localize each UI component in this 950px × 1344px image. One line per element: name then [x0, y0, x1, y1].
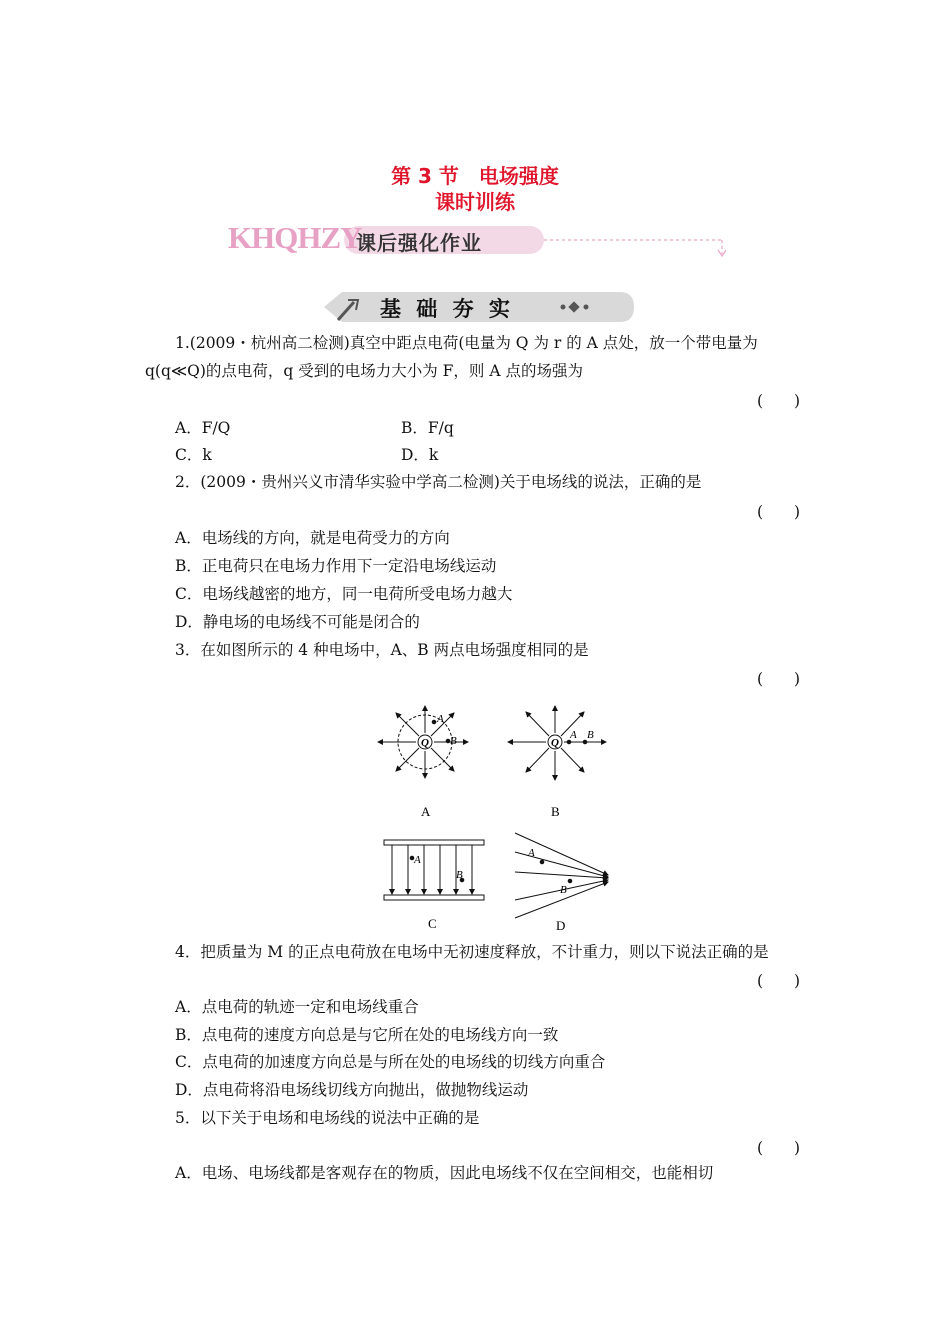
- q4-answer-paren: ( ): [757, 972, 801, 990]
- diagram-c-parallel-plates: [384, 840, 484, 900]
- q5-option-a: A．电场、电场线都是客观存在的物质，因此电场线不仅在空间相交，也能相切: [175, 1164, 714, 1182]
- q4-option-b: B．点电荷的速度方向总是与它所在处的电场线方向一致: [175, 1026, 559, 1044]
- section-header: [320, 290, 635, 324]
- diagram-a-point-a: A: [437, 713, 444, 725]
- q3-line1: 3．在如图所示的 4 种电场中，A、B 两点电场强度相同的是: [175, 641, 589, 659]
- q1-option-a: A．F/Q: [175, 419, 231, 437]
- diagram-a-caption: A: [421, 804, 431, 819]
- page-title: 第 3 节 电场强度: [391, 164, 559, 188]
- diagram-c-point-a: A: [414, 854, 421, 866]
- q1-line2: q(q≪Q)的点电荷，q 受到的电场力大小为 F，则 A 点的场强为: [145, 362, 583, 380]
- diagram-b-point-b: B: [587, 729, 594, 741]
- q1-answer-paren: ( ): [757, 392, 801, 410]
- page-subtitle: 课时训练: [435, 190, 515, 214]
- q3-figure: [340, 700, 640, 940]
- diagram-b-charge-label: Q: [551, 737, 559, 749]
- field-diagrams: [340, 700, 640, 940]
- diagram-b-caption: B: [551, 804, 560, 819]
- q4-option-a: A．点电荷的轨迹一定和电场线重合: [175, 998, 419, 1016]
- q2-option-c: C．电场线越密的地方，同一电荷所受电场力越大: [175, 585, 513, 603]
- diagram-d-point-a: A: [528, 847, 535, 859]
- diagram-b-point-a: A: [570, 729, 577, 741]
- q4-option-d: D．点电荷将沿电场线切线方向抛出，做抛物线运动: [175, 1081, 529, 1099]
- q2-option-a: A．电场线的方向，就是电荷受力的方向: [175, 529, 450, 547]
- q5-line1: 5．以下关于电场和电场线的说法中正确的是: [175, 1109, 480, 1127]
- diagram-a-charge-label: Q: [421, 737, 429, 749]
- diagram-d-converging-lines: [515, 833, 608, 918]
- q5-answer-paren: ( ): [757, 1139, 801, 1157]
- q2-line1: 2．(2009・贵州兴义市清华实验中学高二检测)关于电场线的说法，正确的是: [175, 473, 702, 491]
- q1-line1: 1.(2009・杭州高二检测)真空中距点电荷(电量为 Q 为 r 的 A 点处，放一个带电量为: [175, 334, 758, 352]
- q1-option-d: D．k: [401, 446, 439, 464]
- q4-option-c: C．点电荷的加速度方向总是与所在处的电场线的切线方向重合: [175, 1053, 606, 1071]
- diagram-d-point-b: B: [560, 884, 567, 896]
- q1-option-b: B．F/q: [401, 419, 454, 437]
- diagram-d-caption: D: [556, 918, 566, 933]
- q3-answer-paren: ( ): [757, 670, 801, 688]
- diagram-a-point-b: B: [450, 735, 457, 747]
- q2-option-d: D．静电场的电场线不可能是闭合的: [175, 613, 420, 631]
- q1-option-c: C．k: [175, 446, 212, 464]
- section-label: 基 础 夯 实: [380, 297, 514, 321]
- khqhzy-banner: [226, 220, 726, 260]
- q4-line1: 4．把质量为 M 的正点电荷放在电场中无初速度释放，不计重力，则以下说法正确的是: [175, 943, 769, 961]
- diagram-c-point-b: B: [456, 869, 463, 881]
- banner-brand: KHQHZY: [228, 220, 362, 255]
- q2-answer-paren: ( ): [757, 503, 801, 521]
- diagram-c-caption: C: [428, 916, 437, 931]
- banner-label: 课后强化作业: [356, 231, 482, 255]
- q2-option-b: B．正电荷只在电场力作用下一定沿电场线运动: [175, 557, 497, 575]
